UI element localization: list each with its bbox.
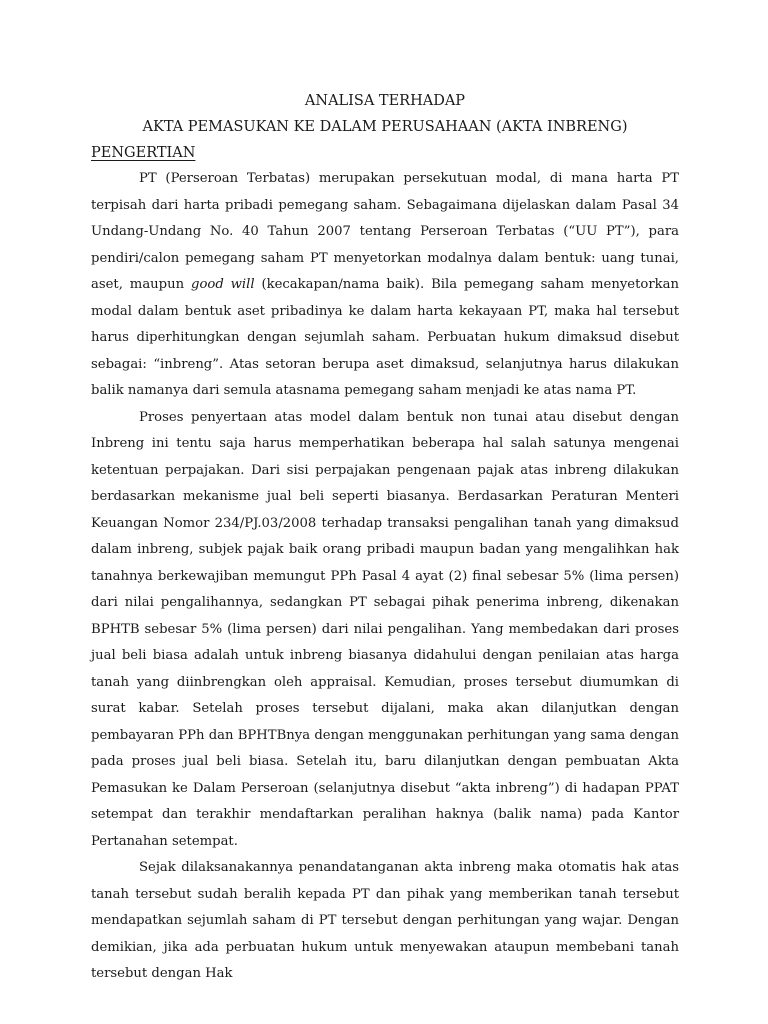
document-page: [91, 88, 679, 988]
paragraph-1-text-b: (kecakapan/nama baik). Bila pemegang saham menyetorkan modal dalam bentuk aset pribadinya ke dalam harta kekayaan PT, maka hal tersebut harus diperhitungkan dengan sejumlah saham. Perbuatan hukum dimaksud disebut sebagai: “inbreng”. Atas setoran berupa aset dimaksud, selanjutnya harus dilakukan balik namanya dari semula atasnama pemegang saham menjadi ke atas nama PT.: [91, 277, 679, 398]
paragraph-3: Sejak dilaksanakannya penandatanganan akta inbreng maka otomatis hak atas tanah tersebut sudah beralih kepada PT dan pihak yang memberikan tanah tersebut mendapatkan sejumlah saham di PT tersebut dengan perhitungan yang wajar. Dengan demikian, jika ada perbuatan hukum untuk menyewakan ataupun membebani tanah tersebut dengan Hak: [91, 860, 679, 981]
paragraph-1-text-a: PT (Perseroan Terbatas) merupakan persekutuan modal, di mana harta PT terpisah dari harta pribadi pemegang saham. Sebagaimana dijelaskan dalam Pasal 34 Undang-Undang No. 40 Tahun 2007 tentang Perseroan Terbatas (“UU PT”), para pendiri/calon pemegang saham PT menyetorkan modalnya dalam bentuk: uang tunai, aset, maupun: [91, 171, 679, 292]
paragraph-2: Proses penyertaan atas model dalam bentuk non tunai atau disebut dengan Inbreng ini tentu saja harus memperhatikan beberapa hal salah satunya mengenai ketentuan perpajakan. Dari sisi perpajakan pengenaan pajak atas inbreng dilakukan berdasarkan mekanisme jual beli seperti biasanya. Berdasarkan Peraturan Menteri Keuangan Nomor 234/PJ.03/2008 terhadap transaksi pengalihan tanah yang dimaksud dalam inbreng, subjek pajak baik orang pribadi maupun badan yang mengalihkan hak tanahnya berkewajiban memungut PPh Pasal 4 ayat (2) final sebesar 5% (lima persen) dari nilai pengalihannya, sedangkan PT sebagai pihak penerima inbreng, dikenakan BPHTB sebesar 5% (lima persen) dari nilai pengalihan. Yang membedakan dari proses jual beli biasa adalah untuk inbreng biasanya didahului dengan penilaian atas harga tanah yang diinbrengkan oleh appraisal. Kemudian, proses tersebut diumumkan di surat kabar. Setelah proses tersebut dijalani, maka akan dilanjutkan dengan pembayaran PPh dan BPHTBnya dengan menggunakan perhitungan yang sama dengan pada proses jual beli biasa. Setelah itu, baru dilanjutkan dengan pembuatan Akta Pemasukan ke Dalam Perseroan (selanjutnya disebut “akta inbreng”) di hadapan PPAT setempat dan terakhir mendaftarkan peralihan haknya (balik nama) pada Kantor Pertanahan setempat.: [91, 409, 679, 849]
section-heading: PENGERTIAN: [91, 145, 196, 161]
document-title-line2: AKTA PEMASUKAN KE DALAM PERUSAHAAN (AKTA INBRENG): [142, 119, 628, 135]
paragraph-1: [91, 166, 679, 405]
document-title-line1: ANALISA TERHADAP: [304, 93, 466, 109]
paragraph-1-italic-term: good will: [191, 277, 255, 292]
